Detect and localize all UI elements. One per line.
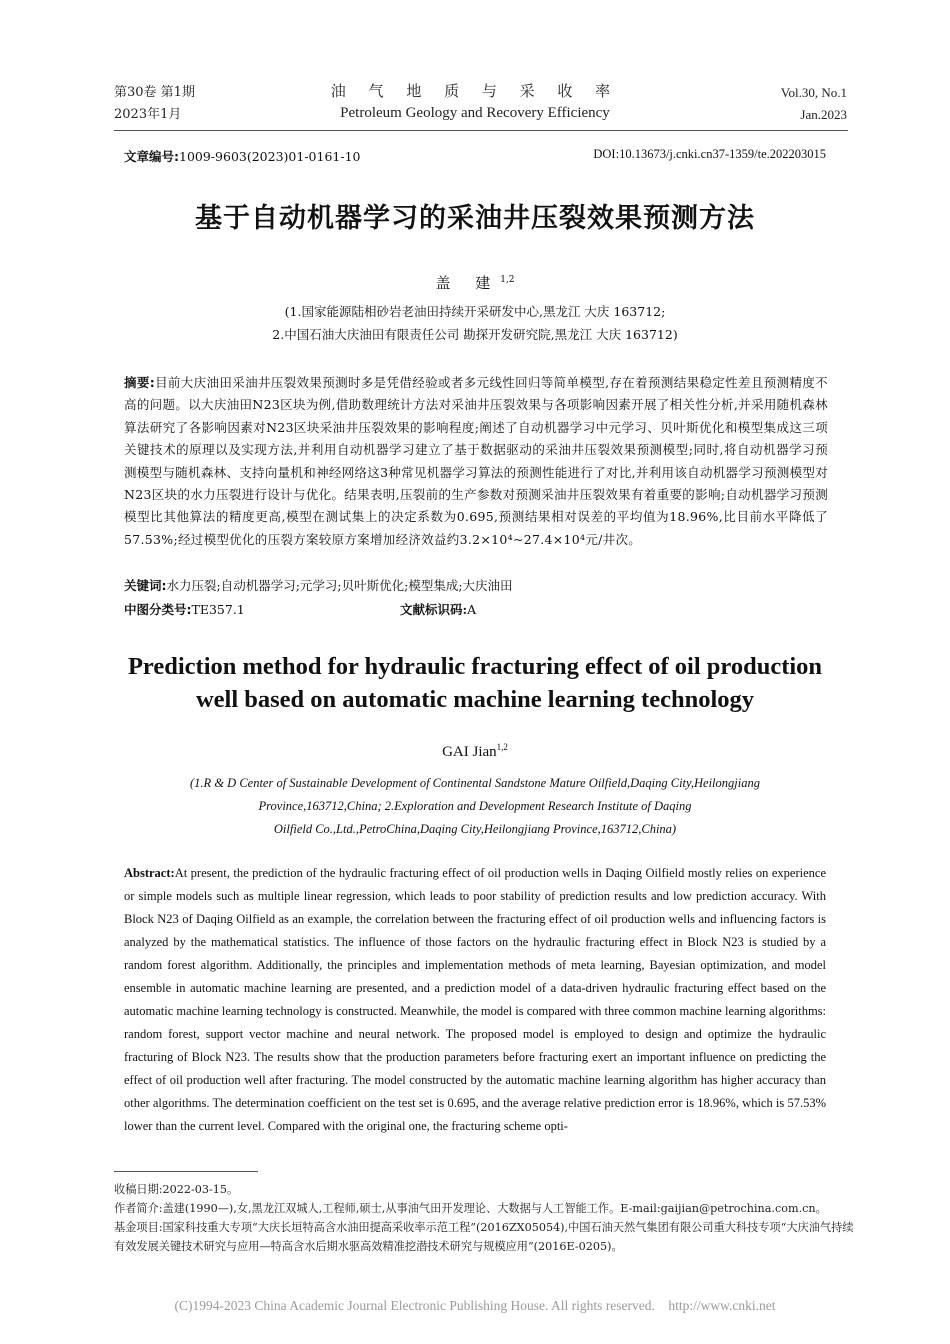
title-en xyxy=(60,650,890,716)
abstract-en-label: Abstract: xyxy=(124,866,175,880)
author-name-cn: 盖 建 xyxy=(435,274,501,292)
abstract-cn-label: 摘要: xyxy=(124,375,156,390)
author-affil-sup-en: 1,2 xyxy=(496,742,508,752)
author-name-en: GAI Jian xyxy=(442,744,497,760)
article-number-label: 文章编号: xyxy=(124,149,179,164)
keywords-cn xyxy=(124,576,513,594)
header-volume-en: Vol.30, No.1 xyxy=(780,85,847,100)
header-date-en: Jan.2023 xyxy=(800,107,847,122)
author-en xyxy=(0,742,950,761)
author-affil-sup-cn: 1,2 xyxy=(500,275,515,285)
keywords-text: 水力压裂;自动机器学习;元学习;贝叶斯优化;模型集成;大庆油田 xyxy=(166,578,513,593)
footnotes xyxy=(114,1180,854,1256)
clc-number xyxy=(124,600,245,618)
footnote-funding: 基金项目:国家科技重大专项“大庆长垣特高含水油田提高采收率示范工程”(2016ZX05054),中国石油天然气集团有限公司重大科技专项“大庆油气持续有效发展关键技术研究与应用—特高含水后期水驱高效精准挖潜技术研究与规模应用”(2016E-0205)。 xyxy=(114,1221,854,1253)
affiliation-en-line: Province,163712,China; 2.Exploration and Development Research Institute of Daqing xyxy=(258,799,692,813)
affiliations-cn xyxy=(0,300,950,346)
article-number-value: 1009-9603(2023)01-0161-10 xyxy=(179,149,361,164)
abstract-cn-text: 目前大庆油田采油井压裂效果预测时多是凭借经验或者多元线性回归等简单模型,存在着预测结果稳定性差且预测精度不高的问题。以大庆油田N23区块为例,借助数理统计方法对采油井压裂效果与各项影响因素开展了相关性分析,并采用随机森林算法研究了各影响因素对N23区块采油井压裂效果的影响程度;阐述了自动机器学习中元学习、贝叶斯优化和模型集成这三项关键技术的原理以及实现方法,并利用自动机器学习建立了基于数据驱动的采油井压裂效果预测模型;同时,将自动机器学习预测模型与随机森林、支持向量机和神经网络这3种常见机器学习算法的预测性能进行了对比,并利用该自动机器学习预测模型对N23区块的水力压裂进行设计与优化。结果表明,压裂前的生产参数对预测采油井压裂效果有着重要的影响;自动机器学习预测模型比其他算法的精度更高,模型在测试集上的决定系数为0.695,预测结果相对误差的平均值为18.96%,比目前水平降低了57.53%;经过模型优化的压裂方案较原方案增加经济效益约3.2×10⁴~27.4×10⁴元/井次。 xyxy=(124,375,828,547)
article-number xyxy=(124,147,360,165)
keywords-label: 关键词: xyxy=(124,578,167,593)
affiliation-cn-line: (1.国家能源陆相砂岩老油田持续开采研发中心,黑龙江 大庆 163712; xyxy=(284,304,666,319)
title-en-line: Prediction method for hydraulic fracturing effect of oil production xyxy=(127,653,823,680)
affiliation-cn-line: 2.中国石油大庆油田有限责任公司 勘探开发研究院,黑龙江 大庆 163712) xyxy=(272,327,678,342)
document-code-value: A xyxy=(467,602,477,617)
title-cn: 基于自动机器学习的采油井压裂效果预测方法 xyxy=(195,203,755,234)
title-en-line: well based on automatic machine learning technology xyxy=(195,686,755,713)
document-code-label: 文献标识码: xyxy=(400,602,468,617)
affiliations-en xyxy=(100,772,850,841)
abstract-en xyxy=(124,862,826,1138)
header-volume-cn: 第30卷 第1期 xyxy=(114,85,195,100)
abstract-en-text: At present, the prediction of the hydraulic fracturing effect of oil production wells in Daqing Oilfield mostly relies on experience or simple models such as multiple linear regression, which leads to poor stability of prediction results and low prediction accuracy. With Block N23 of Daqing Oilfield as an example, the correlation between the fracturing effect of oil production wells and influencing factors is analyzed by the mathematical statistics. The influence of those factors on the hydraulic fracturing effect in Block N23 is studied by a random forest algorithm. Additionally, the principles and implementation methods of meta learning, Bayesian optimization, and model ensemble in automatic machine learning are presented, and a prediction model of a data-driven hydraulic fracturing effect based on the automatic machine learning technology is constructed. Meanwhile, the model is compared with three common machine learning algorithms: random forest, support vector machine and neural network. The proposed model is employed to design and optimize the hydraulic fracturing of Block N23. The results show that the production parameters before fracturing exert an important influence on predicting the effect of oil production well after fracturing. The model constructed by the automatic machine learning algorithm has higher accuracy than other algorithms. The determination coefficient on the test set is 0.695, and the average relative prediction error is 18.96%, which is 57.53% lower than the current level. Compared with the original one, the fracturing scheme opti- xyxy=(124,866,826,1133)
affiliation-en-line: (1.R & D Center of Sustainable Development of Continental Sandstone Mature Oilfield,Daqing City,Heilongjiang xyxy=(190,776,760,790)
journal-title-cn: 油 气 地 质 与 采 收 率 xyxy=(330,82,620,100)
footnote-rule xyxy=(114,1171,258,1172)
header-date-cn: 2023年1月 xyxy=(114,107,182,122)
header-right xyxy=(781,82,847,126)
document-code xyxy=(400,600,476,618)
header-rule xyxy=(114,130,848,131)
clc-label: 中图分类号: xyxy=(124,602,192,617)
clc-value: TE357.1 xyxy=(191,602,245,617)
affiliation-en-line: Oilfield Co.,Ltd.,PetroChina,Daqing City,Heilongjiang Province,163712,China) xyxy=(273,822,677,836)
author-cn xyxy=(0,272,950,293)
abstract-cn xyxy=(124,372,828,551)
doi: DOI:10.13673/j.cnki.cn37-1359/te.202203015 xyxy=(593,147,826,161)
footnote-author-bio: 作者简介:盖建(1990—),女,黑龙江双城人,工程师,硕士,从事油气田开发理论、大数据与人工智能工作。E-mail:gaijian@petrochina.com.cn。 xyxy=(114,1202,827,1215)
journal-title-en: Petroleum Geology and Recovery Efficiency xyxy=(340,105,610,121)
footnote-received: 收稿日期:2022-03-15。 xyxy=(114,1183,239,1196)
copyright-footer: (C)1994-2023 China Academic Journal Electronic Publishing House. All rights reserved. http://www.cnki.net xyxy=(174,1298,776,1313)
